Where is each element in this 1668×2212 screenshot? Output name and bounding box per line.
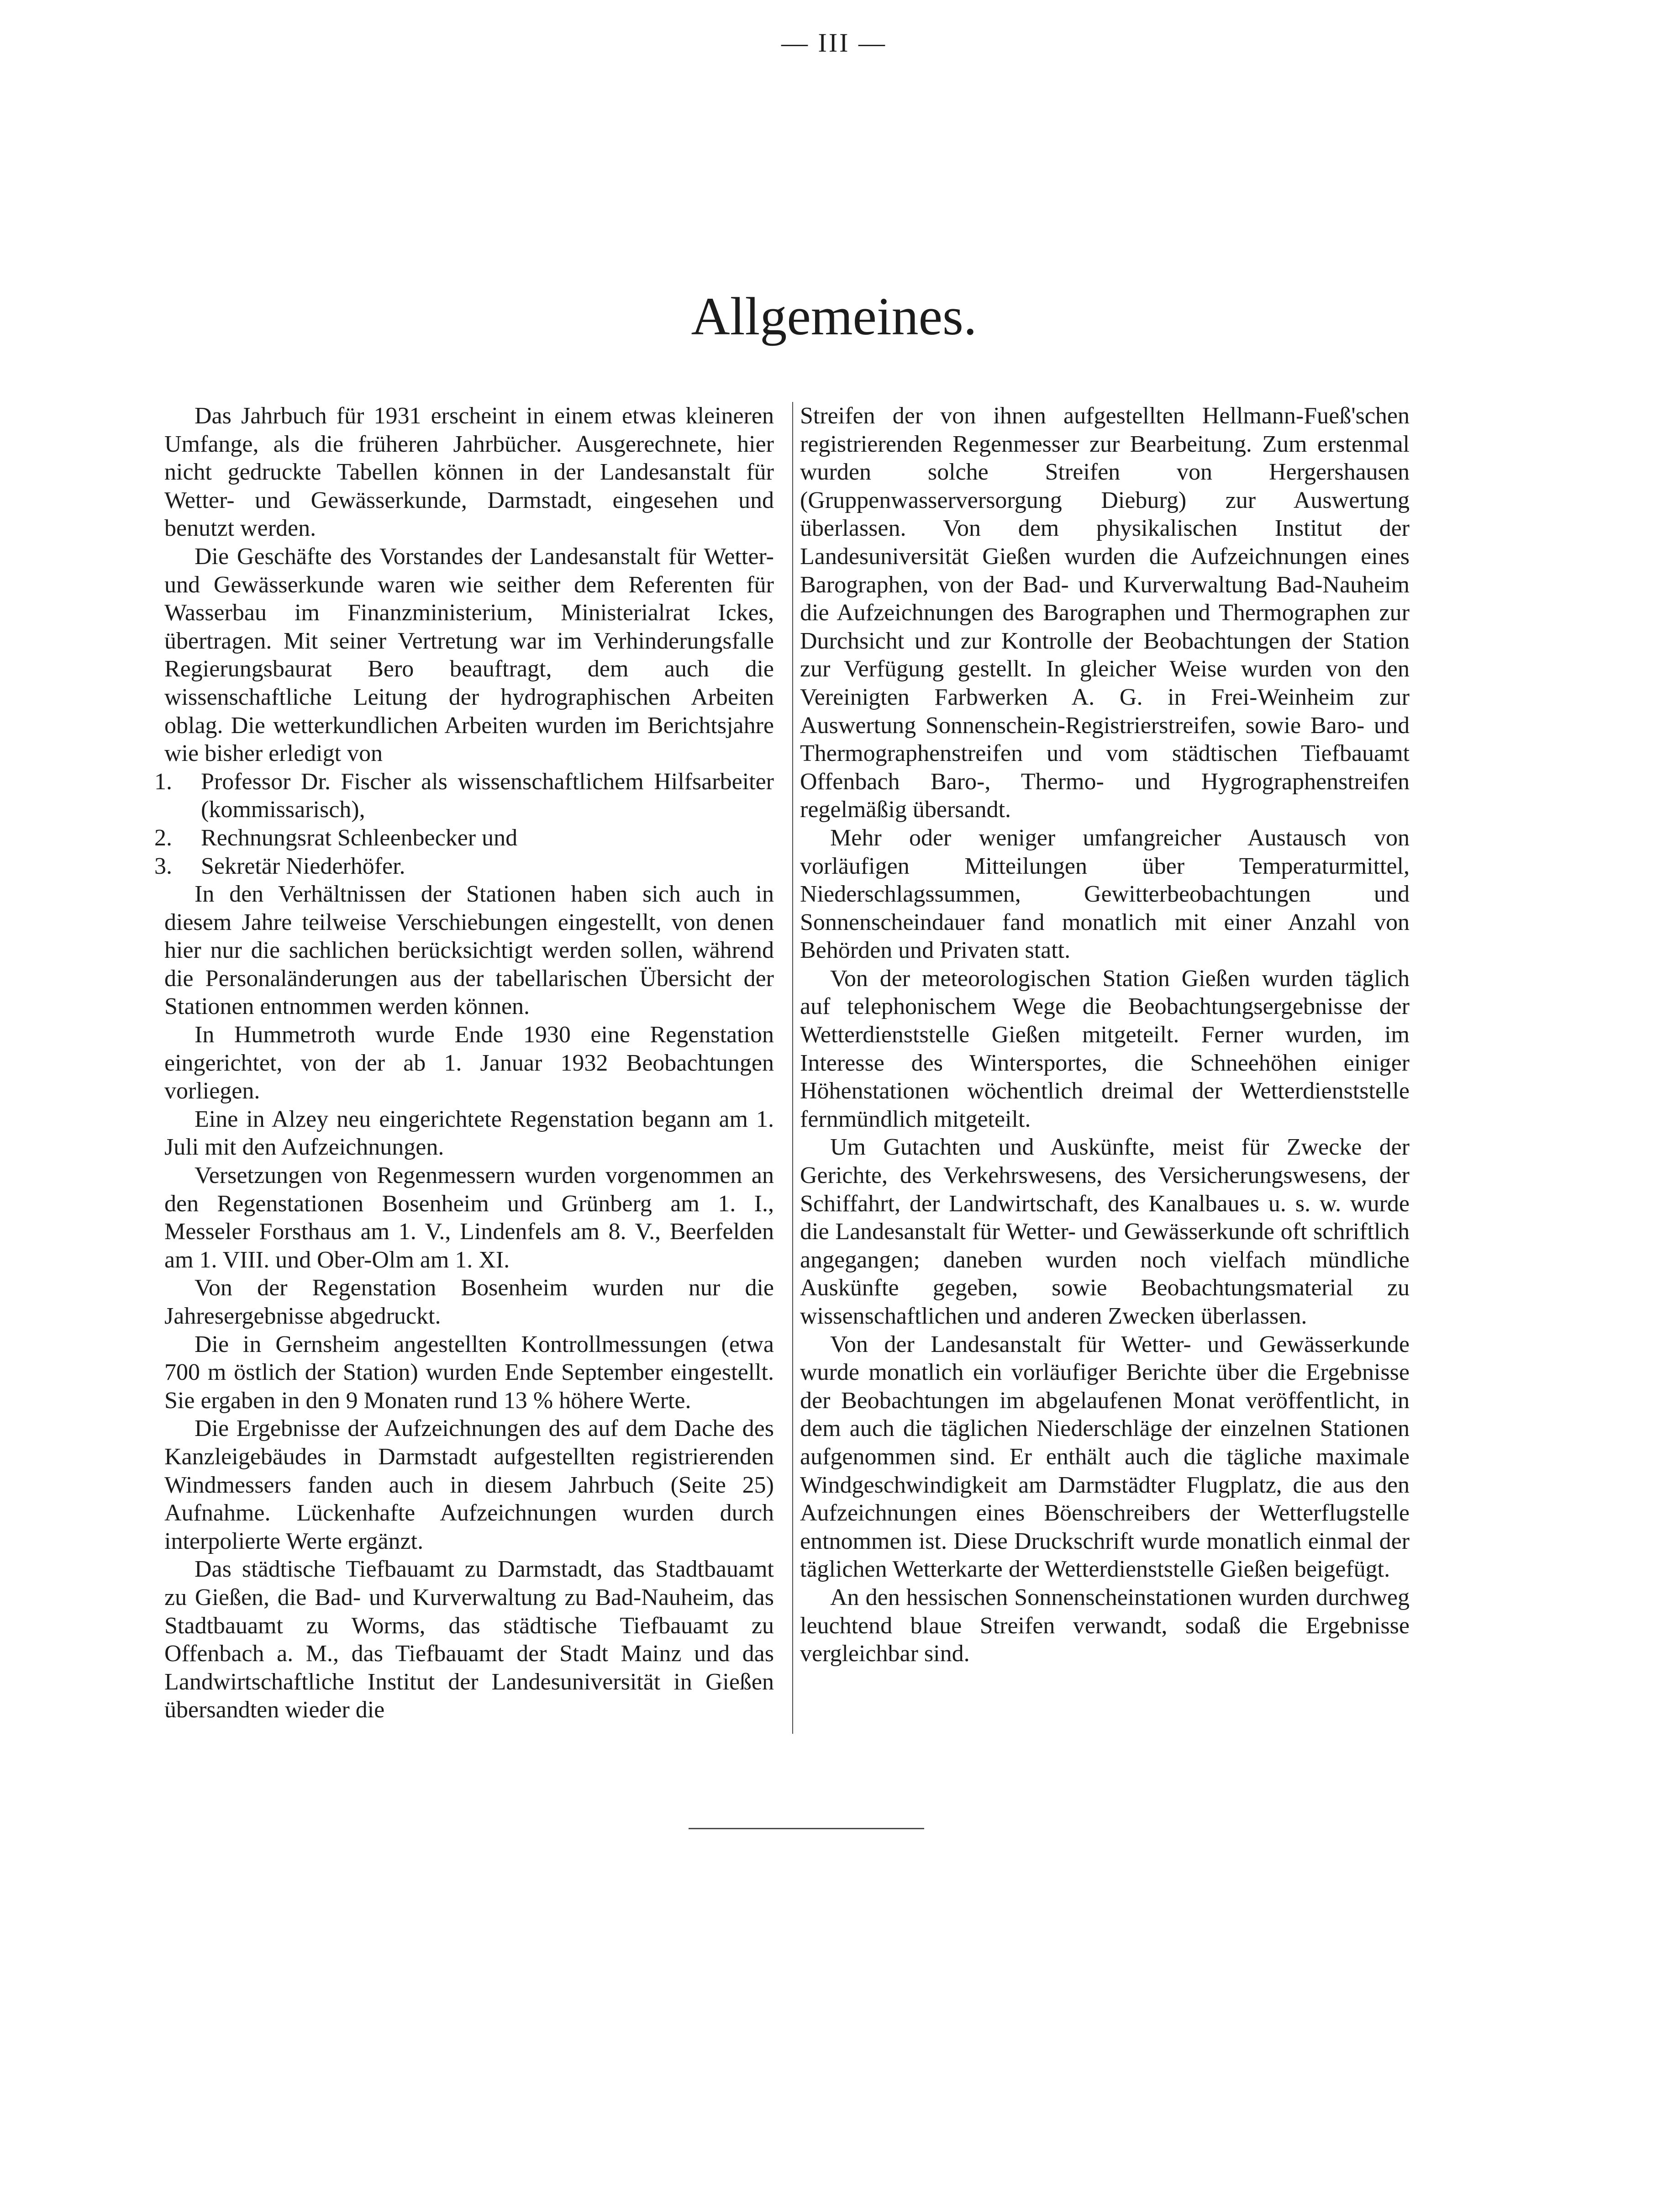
paragraph: Eine in Alzey neu eingerichtete Regenstation begann am 1. Juli mit den Aufzeichnungen. (164, 1106, 774, 1161)
list-item-number: 1. (154, 768, 172, 795)
column-divider (792, 402, 793, 1734)
list-item (154, 852, 774, 881)
list-item-number: 3. (154, 853, 172, 879)
list-item (154, 824, 774, 852)
paragraph: Die Geschäfte des Vorstandes der Landesanstalt für Wetter- und Gewässerkunde waren wie seither dem Referenten für Wasserbau im Finanzministerium, Ministerialrat Ickes, übertragen. Mit seiner Vertretung war im Verhinderungsfalle Regierungsbaurat Bero beauftragt, dem auch die wissenschaftliche Leitung der hydrographischen Arbeiten oblag. Die wetterkundlichen Arbeiten wurden im Berichtsjahre wie bisher erledigt von (164, 543, 774, 767)
list-item (154, 768, 774, 824)
paragraph: An den hessischen Sonnenscheinstationen wurden durchweg leuchtend blaue Streifen verwandt, sodaß die Ergebnisse vergleichbar sind. (800, 1584, 1410, 1667)
paragraph: Das städtische Tiefbauamt zu Darmstadt, das Stadtbauamt zu Gießen, die Bad- und Kurverwaltung zu Bad-Nauheim, das Stadtbauamt zu Worms, das städtische Tiefbauamt zu Offenbach a. M., das Tiefbauamt der Stadt Mainz und das Landwirtschaftliche Institut der Landesuniversität in Gießen übersandten wieder die (164, 1556, 774, 1723)
left-column (154, 402, 774, 1724)
paragraph: Die Ergebnisse der Aufzeichnungen des auf dem Dache des Kanzleigebäudes in Darmstadt aufgestellten registrierenden Windmessers fanden auch in diesem Jahrbuch (Seite 25) Aufnahme. Lückenhafte Aufzeichnungen wurden durch interpolierte Werte ergänzt. (164, 1415, 774, 1554)
paragraph: Von der Landesanstalt für Wetter- und Gewässerkunde wurde monatlich ein vorläufiger Berichte über die Ergebnisse der Beobachtungen im abgelaufenen Monat veröffentlicht, in dem auch die täglichen Niederschläge der einzelnen Stationen aufgenommen sind. Er enthält auch die tägliche maximale Windgeschwindigkeit am Darmstädter Flugplatz, die aus den Aufzeichnungen eines Böenschreibers der Wetterflugstelle entnommen ist. Diese Druckschrift wurde monatlich einmal der täglichen Wetterkarte der Wetterdienststelle Gießen beigefügt. (800, 1331, 1410, 1583)
end-rule (689, 1828, 924, 1829)
list-item-text: Sekretär Niederhöfer. (201, 853, 405, 879)
paragraph: In den Verhältnissen der Stationen haben sich auch in diesem Jahre teilweise Verschiebungen eingestellt, von denen hier nur die sachlichen berücksichtigt werden sollen, während die Personaländerungen aus der tabellarischen Übersicht der Stationen entnommen werden können. (164, 881, 774, 1020)
page-title: Allgemeines. (691, 286, 977, 346)
paragraph: Um Gutachten und Auskünfte, meist für Zwecke der Gerichte, des Verkehrswesens, des Versicherungswesens, der Schiffahrt, der Landwirtschaft, des Kanalbaues u. s. w. wurde die Landesanstalt für Wetter- und Gewässerkunde oft schriftlich angegangen; daneben wurden noch vielfach mündliche Auskünfte gegeben, sowie Beobachtungsmaterial zu wissenschaftlichen und anderen Zwecken überlassen. (800, 1134, 1410, 1329)
paragraph-continuation: Streifen der von ihnen aufgestellten Hellmann-Fueß'schen registrierenden Regenmesser zur Bearbeitung. Zum erstenmal wurden solche Streifen von Hergershausen (Gruppenwasserversorgung Dieburg) zur Auswertung überlassen. Von dem physikalischen Institut der Landesuniversität Gießen wurden die Aufzeichnungen eines Barographen, von der Bad- und Kurverwaltung Bad-Nauheim die Aufzeichnungen des Barographen und Thermographen zur Durchsicht und zur Kontrolle der Beobachtungen der Station zur Verfügung gestellt. In gleicher Weise wurden von den Vereinigten Farbwerken A. G. in Frei-Weinheim zur Auswertung Sonnenschein-Registrierstreifen, sowie Baro- und Thermographenstreifen und vom städtischen Tiefbauamt Offenbach Baro-, Thermo- und Hygrographenstreifen regelmäßig übersandt. (800, 403, 1410, 823)
right-column (800, 402, 1410, 1668)
paragraph: Versetzungen von Regenmessern wurden vorgenommen an den Regenstationen Bosenheim und Grünberg am 1. I., Messeler Forsthaus am 1. V., Lindenfels am 8. V., Beerfelden am 1. VIII. und Ober-Olm am 1. XI. (164, 1162, 774, 1273)
list-item-text: Professor Dr. Fischer als wissenschaftlichem Hilfsarbeiter (kommissarisch), (201, 768, 774, 823)
list-item-text: Rechnungsrat Schleenbecker und (201, 824, 518, 851)
page-number: — III — (781, 28, 887, 58)
paragraph: Von der meteorologischen Station Gießen wurden täglich auf telephonischem Wege die Beobachtungsergebnisse der Wetterdienststelle Gießen mitgeteilt. Ferner wurden, im Interesse des Wintersportes, die Schneehöhen einiger Höhenstationen wöchentlich dreimal der Wetterdienststelle fernmündlich mitgeteilt. (800, 965, 1410, 1132)
paragraph: Das Jahrbuch für 1931 erscheint in einem etwas kleineren Umfange, als die früheren Jahrbücher. Ausgerechnete, hier nicht gedruckte Tabellen können in der Landesanstalt für Wetter- und Gewässerkunde, Darmstadt, eingesehen und benutzt werden. (164, 403, 774, 542)
paragraph: In Hummetroth wurde Ende 1930 eine Regenstation eingerichtet, von der ab 1. Januar 1932 Beobachtungen vorliegen. (164, 1022, 774, 1104)
paragraph: Von der Regenstation Bosenheim wurden nur die Jahresergebnisse abgedruckt. (164, 1275, 774, 1329)
list-item-number: 2. (154, 824, 172, 851)
paragraph: Die in Gernsheim angestellten Kontrollmessungen (etwa 700 m östlich der Station) wurden Ende September eingestellt. Sie ergaben in den 9 Monaten rund 13 % höhere Werte. (164, 1331, 774, 1414)
paragraph: Mehr oder weniger umfangreicher Austausch von vorläufigen Mitteilungen über Temperaturmittel, Niederschlagssummen, Gewitterbeobachtungen und Sonnenscheindauer fand monatlich mit einer Anzahl von Behörden und Privaten statt. (800, 824, 1410, 964)
staff-list (154, 768, 774, 880)
